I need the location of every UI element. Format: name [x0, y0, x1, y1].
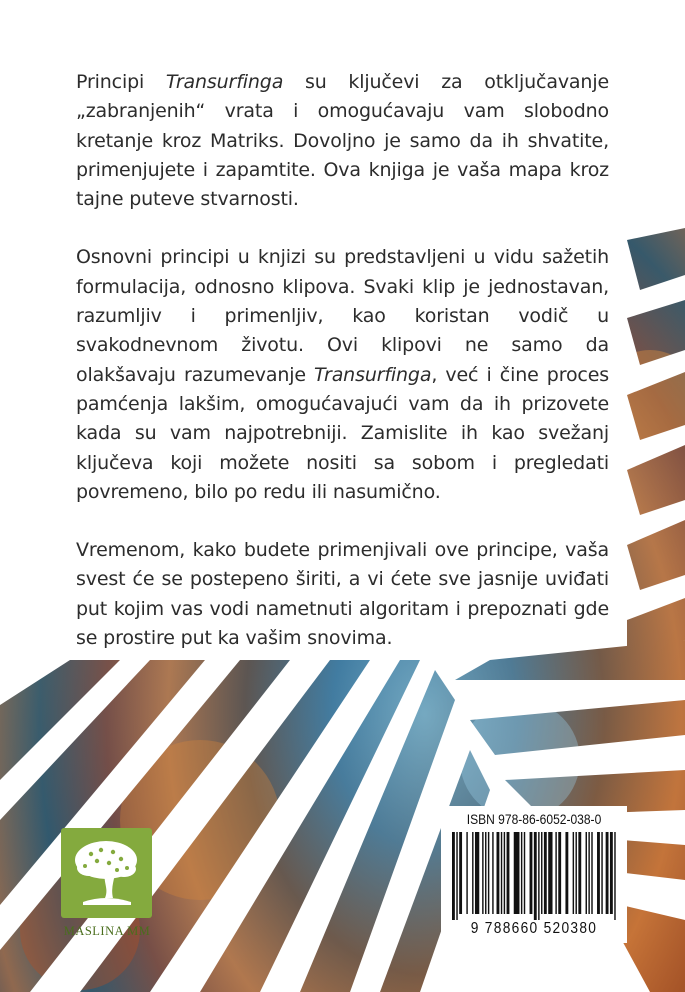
olive-tree-icon — [61, 828, 152, 918]
blurb-text: su ključevi za otključavanje „zabranjenih“ vrata i omogućavaju vam slobodno kretanje kroz Matriks. Dovoljno je samo da ih shvatite, primenjujete i zapamtite. Ova knjiga je vaša mapa kroz tajne puteve stvarnosti. — [76, 71, 609, 211]
barcode-bar — [452, 832, 455, 920]
barcode-bar — [524, 832, 525, 914]
barcode-bar — [548, 832, 552, 914]
barcode-bar — [492, 832, 493, 914]
blurb-text: , već i čine proces pamćenja lakšim, omogućavajući vam da ih prizovete kada su vam najpotrebniji. Zamislite ih kao svežanj ključeva koji možete nositi sa sobom i pregledati povremeno, bilo po redu ili nasumično. — [76, 363, 610, 503]
back-cover-blurb — [76, 68, 609, 682]
blurb-paragraph — [76, 243, 609, 507]
barcode-digits: 9 788660 520380 — [470, 920, 598, 937]
barcode-bar — [466, 832, 467, 914]
barcode-bar — [459, 832, 462, 914]
barcode-bar — [591, 832, 592, 914]
barcode-bar — [606, 832, 609, 914]
barcode-bar — [497, 832, 500, 914]
barcode-bar — [558, 832, 561, 914]
barcode-bar — [514, 832, 520, 914]
blurb-text: Osnovni principi u knjizi su predstavljeni u vidu sažetih formulacija, odnosno klipova. Svaki klip je jednostavan, razumljiv i primenljiv, kao koristan vodič u svakodnevnom životu. Ovi klipovi ne samo da olakšavaju razumevanje — [76, 246, 609, 386]
barcode-bar — [597, 832, 600, 914]
barcode-bar — [578, 832, 581, 914]
barcode-bar — [565, 832, 568, 914]
barcode-bar — [485, 832, 486, 914]
barcode-bar — [488, 832, 489, 914]
barcode-bar — [586, 832, 587, 914]
barcode-bar — [573, 832, 574, 914]
barcode-bar — [521, 832, 522, 914]
barcode-bar — [472, 832, 473, 914]
barcode-bar — [501, 832, 502, 914]
isbn-barcode-box — [441, 806, 627, 943]
barcode-bar — [507, 832, 510, 914]
blurb-paragraph — [76, 68, 609, 214]
barcode — [452, 832, 620, 920]
barcode-bar — [538, 832, 539, 920]
barcode-bar — [482, 832, 483, 914]
barcode-bar — [456, 832, 457, 920]
barcode-bar — [544, 832, 547, 914]
barcode-bar — [610, 832, 613, 914]
barcode-bar — [534, 832, 537, 920]
barcode-bar — [588, 832, 589, 914]
publisher-logo — [61, 828, 152, 918]
blurb-italic-term: Transurfinga — [314, 363, 432, 386]
blurb-paragraph — [76, 536, 609, 653]
blurb-text: Vremenom, kako budete primenjivali ove principe, vaša svest će se postepeno širiti, a vi ćete sve jasnije uviđati put kojim vas vodi nametnuti algoritam i prepoznati gde se prostire put ka vašim snovima. — [76, 539, 609, 650]
barcode-bar — [475, 832, 479, 914]
barcode-bar — [575, 832, 576, 914]
blurb-italic-term: Transurfinga — [165, 71, 284, 93]
publisher-name: MASLINA MM — [63, 924, 151, 938]
barcode-bar — [504, 832, 505, 914]
isbn-label: ISBN 978-86-6052-038-0 — [466, 811, 602, 827]
barcode-bar — [541, 832, 542, 914]
barcode-bar — [614, 832, 615, 920]
blurb-text: Principi — [76, 71, 166, 93]
barcode-bar — [530, 832, 533, 914]
barcode-bar — [601, 832, 602, 914]
barcode-bar — [555, 832, 556, 914]
